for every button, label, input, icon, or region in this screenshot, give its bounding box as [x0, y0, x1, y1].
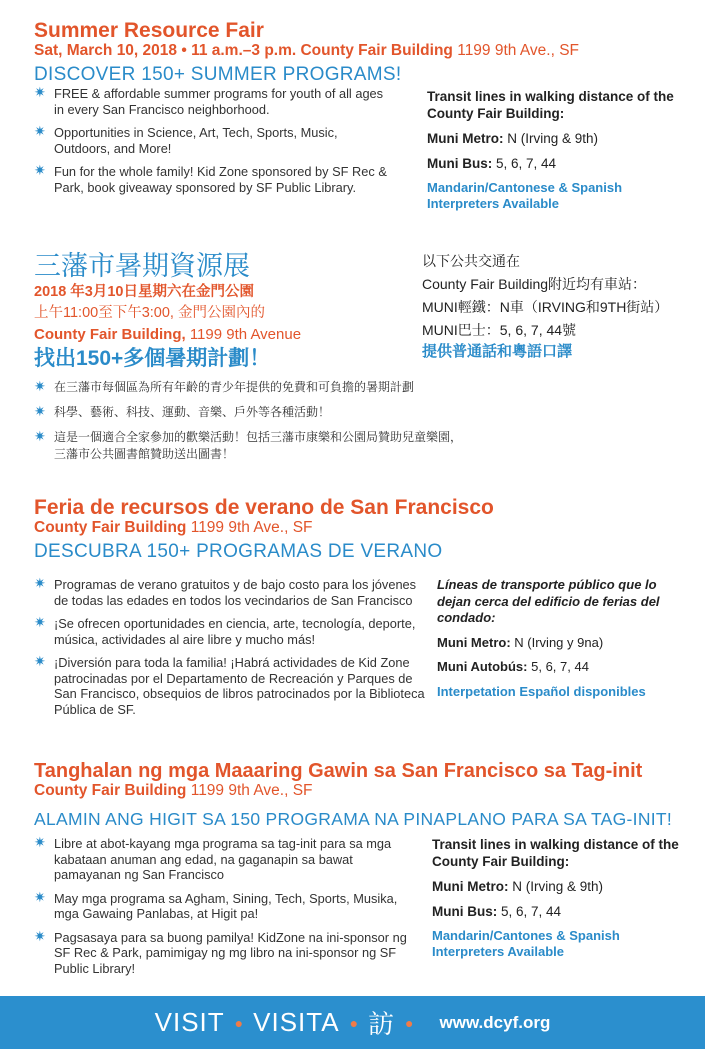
sun-icon: ✷: [34, 888, 46, 905]
dot-icon: ●: [405, 1014, 414, 1031]
sun-icon: ✷: [34, 653, 46, 669]
sun-icon: ✷: [34, 428, 46, 444]
dot-icon: ●: [234, 1014, 244, 1031]
list-item: ✷ ¡Se ofrecen oportunidades en ciencia, arte, tecnología, deporte, música, actividades al aire libre y mucho más!: [34, 614, 416, 647]
tagalog-bullets: [34, 836, 414, 984]
english-transit: [427, 88, 687, 212]
interpreters-note: 提供普通話和粵語口譯: [422, 343, 573, 360]
list-item: ✷ ¡Diversión para toda la familia! ¡Habrá actividades de Kid Zone patrocinadas por el Departamento de Recreación y Parques de San Francisco, obsequios de libros patrocinados por la Biblioteca Pública de SF.: [34, 653, 425, 717]
english-section: [34, 20, 687, 212]
sun-icon: ✷: [34, 84, 46, 100]
footer-banner: [0, 996, 705, 1049]
list-item: ✷ 科學、藝術、科技、運動、音樂、戶外等各種活動！: [34, 403, 331, 419]
sun-icon: ✷: [34, 378, 46, 394]
interpreters-note: Interpetation Español disponibles: [437, 683, 646, 699]
chinese-date: 2018 年3月10日星期六在金門公園: [34, 284, 254, 300]
transit-title: Líneas de transporte público que lo dejan cerca del edificio de ferias del condado:: [437, 577, 660, 625]
english-title: Summer Resource Fair: [34, 19, 264, 42]
website-link[interactable]: www.dcyf.org: [439, 1012, 551, 1032]
metro-row: Muni Metro: N (Irving & 9th): [432, 879, 604, 894]
sun-icon: ✷: [34, 162, 46, 178]
list-item: ✷ Pagsasaya para sa buong pamilya! KidZone na ini-sponsor ng SF Rec & Park, pamimigay ng mg libro na ini-sponsor ng SF Public Library!: [34, 927, 407, 976]
sun-icon: ✷: [34, 614, 46, 630]
tagalog-transit: [432, 836, 687, 984]
chinese-time: 上午11:00至下午3:00, 金門公園內的: [34, 305, 265, 321]
list-item: ✷ Programas de verano gratuitos y de bajo costo para los jóvenes de todas las edades en todos los vecindarios de San Francisco: [34, 575, 417, 608]
spanish-transit: [437, 577, 687, 725]
spanish-discover: DESCUBRA 150+ PROGRAMAS DE VERANO: [34, 541, 443, 562]
bus-row: MUNI巴士：5, 6, 7, 44號: [422, 322, 577, 338]
english-discover: DISCOVER 150+ SUMMER PROGRAMS!: [34, 64, 402, 85]
transit-title-2: County Fair Building附近均有車站：: [422, 276, 647, 292]
sun-icon: ✷: [34, 403, 46, 419]
interpreters-note: Mandarin/Cantonese & Spanish Interpreters Available: [427, 180, 623, 211]
list-item: ✷ Libre at abot-kayang mga programa sa tag-init para sa mga kabataan anuman ang edad, na gaganapin sa bawat pamayanan ng San Francisco: [34, 834, 392, 882]
chinese-title: 三藩市暑期資源展: [34, 251, 250, 281]
english-date-line: [34, 42, 687, 60]
transit-title: Transit lines in walking distance of the County Fair Building:: [432, 837, 679, 869]
tagalog-venue-line: County Fair Building 1199 9th Ave., SF: [34, 782, 313, 799]
metro-row: MUNI輕鐵：N車（IRVING和9TH街站）: [422, 299, 669, 315]
list-item: ✷ 在三藩市每個區為所有年齡的青少年提供的免費和可負擔的暑期計劃: [34, 378, 415, 394]
chinese-visit-text: 訪: [368, 1009, 396, 1039]
metro-row: Muni Metro: N (Irving & 9th): [427, 131, 599, 146]
tagalog-title: Tanghalan ng mga Maaaring Gawin sa San Francisco sa Tag-init: [34, 760, 643, 782]
metro-row: Muni Metro: N (Irving y 9na): [437, 634, 604, 650]
spanish-section: [34, 497, 687, 725]
sun-icon: ✷: [34, 575, 46, 591]
spanish-title: Feria de recursos de verano de San Francisco: [34, 496, 494, 519]
visita-text: VISITA: [253, 1007, 340, 1037]
english-date: Sat, March 10, 2018 • 11 a.m.–3 p.m. County Fair Building: [34, 42, 453, 59]
spanish-venue-line: County Fair Building 1199 9th Ave., SF: [34, 519, 313, 536]
list-item: ✷ Opportunities in Science, Art, Tech, Sports, Music, Outdoors, and More!: [34, 123, 338, 156]
chinese-section: [34, 250, 687, 471]
chinese-venue-line: County Fair Building, 1199 9th Avenue: [34, 326, 302, 343]
list-item: ✷ May mga programa sa Agham, Sining, Tech, Sports, Musika, mga Gawaing Panlabas, at Higit pa!: [34, 888, 398, 921]
dot-icon: ●: [349, 1014, 359, 1031]
tagalog-discover: ALAMIN ANG HIGIT SA 150 PROGRAMA NA PINAPLANO PARA SA TAG-INIT!: [34, 809, 673, 829]
english-address: 1199 9th Ave., SF: [457, 42, 580, 59]
transit-title: Transit lines in walking distance of the County Fair Building:: [427, 89, 674, 121]
list-item: ✷ 這是一個適合全家參加的歡樂活動！包括三藩市康樂和公園局贊助兒童樂園，三藩市公共圖書館贊助送出圖書！: [34, 428, 463, 461]
sun-icon: ✷: [34, 927, 46, 944]
transit-title-1: 以下公共交通在: [422, 253, 520, 269]
list-item: ✷ FREE & affordable summer programs for youth of all ages in every San Francisco neighborhood.: [34, 84, 384, 117]
bus-row: Muni Autobús: 5, 6, 7, 44: [437, 659, 589, 674]
chinese-transit: [422, 250, 687, 373]
chinese-bullets: [34, 379, 464, 463]
bus-row: Muni Bus: 5, 6, 7, 44: [427, 156, 557, 171]
sun-icon: ✷: [34, 123, 46, 139]
visit-text: VISIT: [154, 1007, 225, 1037]
sun-icon: ✷: [34, 834, 46, 850]
bus-row: Muni Bus: 5, 6, 7, 44: [432, 904, 562, 919]
spanish-bullets: [34, 577, 429, 725]
interpreters-note: Mandarin/Cantones & Spanish Interpreters Available: [432, 928, 620, 959]
tagalog-section: [34, 760, 687, 984]
chinese-discover: 找出150+多個暑期計劃！: [34, 347, 271, 370]
english-bullets: [34, 86, 389, 212]
list-item: ✷ Fun for the whole family! Kid Zone sponsored by SF Rec & Park, book giveaway sponsored by SF Public Library.: [34, 162, 387, 195]
